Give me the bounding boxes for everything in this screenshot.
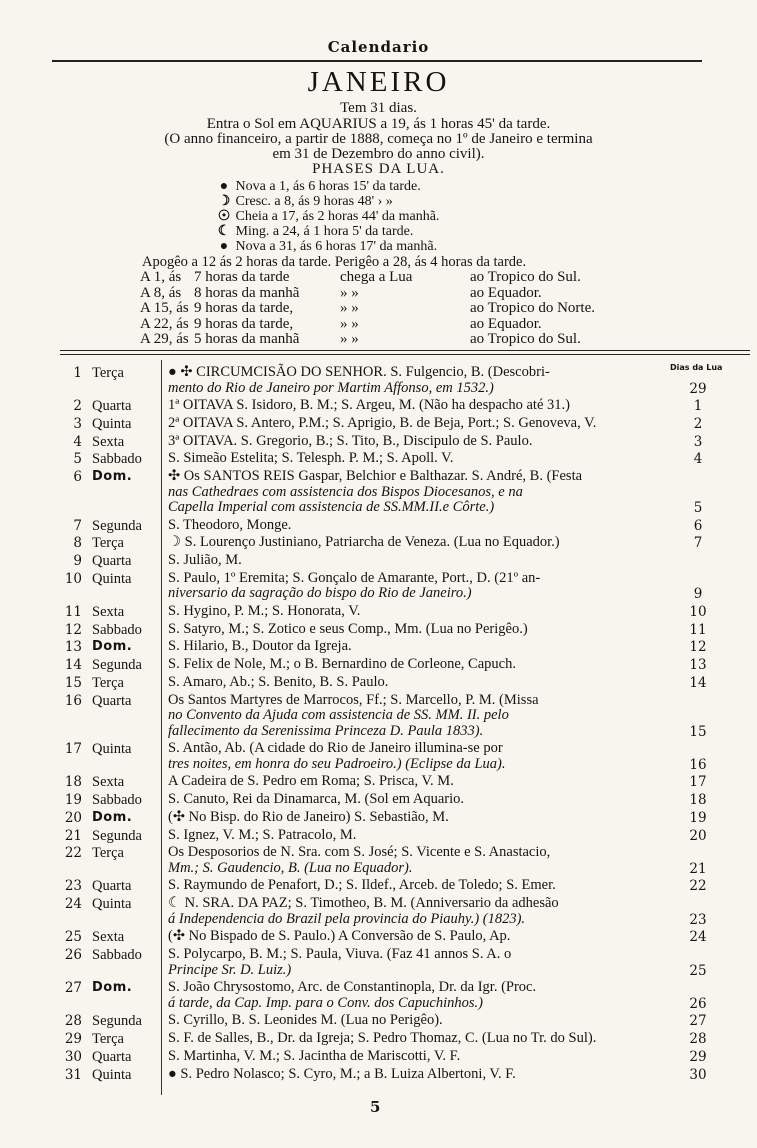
saints-text xyxy=(168,1049,680,1065)
text-line: S. F. de Salles, B., Dr. da Igreja; S. Pedro Thomaz, C. (Lua no Tr. do Sul). xyxy=(168,1030,597,1047)
weekday: Quarta xyxy=(92,398,132,415)
text-line: Os Desposorios de N. Sra. com S. José; S. Vicente e S. Anastacio, xyxy=(168,844,551,861)
lunar-day: 5 xyxy=(693,500,703,516)
moon-phase-text: Cresc. a 8, ás 9 horas 48' › » xyxy=(232,194,393,209)
day-number: 10 xyxy=(64,570,82,587)
lunar-day: 19 xyxy=(689,809,707,826)
text-line: S. Satyro, M.; S. Zotico e seus Comp., Mm. (Lua no Perigêo.) xyxy=(168,620,528,637)
day-number: 31 xyxy=(64,1066,82,1083)
sun-entry: Entra o Sol em AQUARIUS a 19, ás 1 horas 45' da tarde. xyxy=(206,116,551,132)
saints-text xyxy=(168,792,680,808)
tropic-cell: 9 horas da tarde, xyxy=(194,300,294,316)
tropic-cell: ao Tropico do Sul. xyxy=(470,331,581,347)
lunar-day: 22 xyxy=(689,878,707,895)
day-number: 16 xyxy=(64,692,82,709)
day-number: 12 xyxy=(64,621,82,638)
saints-text xyxy=(168,434,680,450)
page-number: 5 xyxy=(370,1098,381,1116)
weekday: Quinta xyxy=(92,570,132,587)
tropic-cell: » » xyxy=(340,315,359,332)
saints-text xyxy=(168,741,680,772)
fiscal-note-line1: (O anno financeiro, a partir de 1888, começa no 1º de Janeiro e termina xyxy=(164,131,593,147)
day-number: 3 xyxy=(73,415,82,432)
weekday: Quarta xyxy=(92,878,132,895)
weekday: Terça xyxy=(92,365,124,381)
lunar-day: 15 xyxy=(689,723,707,740)
text-line: ☽ S. Lourenço Justiniano, Patriarcha de Veneza. (Lua no Equador.) xyxy=(168,534,560,551)
text-line: mento do Rio de Janeiro por Martim Affonso, em 1532.) xyxy=(168,379,494,396)
column-divider-left xyxy=(161,360,162,1095)
day-number: 7 xyxy=(73,517,82,534)
tropic-cell: ao Tropico do Norte. xyxy=(470,300,595,316)
saints-text xyxy=(168,639,680,655)
weekday: Quinta xyxy=(92,415,132,432)
lunar-day: 18 xyxy=(689,792,707,809)
text-line: S. Julião, M. xyxy=(168,552,242,569)
text-line: A Cadeira de S. Pedro em Roma; S. Prisca, V. M. xyxy=(168,773,454,790)
weekday: Quarta xyxy=(92,1048,132,1065)
lunar-day: 25 xyxy=(689,962,707,979)
weekday: Sabbado xyxy=(92,792,142,809)
text-line: Principe Sr. D. Luiz.) xyxy=(168,961,292,978)
lunar-day: 21 xyxy=(689,860,707,877)
fiscal-note-line2: em 31 de Dezembro do anno civil). xyxy=(272,146,485,162)
saints-text xyxy=(168,398,680,414)
saints-text xyxy=(168,693,680,740)
text-line: S. Hilario, B., Doutor da Igreja. xyxy=(168,638,352,655)
saints-text xyxy=(168,774,680,790)
saints-text xyxy=(168,980,680,1011)
lunar-day: 27 xyxy=(689,1013,707,1030)
tropic-cell: 5 horas da manhã xyxy=(194,331,300,347)
lunar-day: 28 xyxy=(689,1031,707,1048)
day-number: 15 xyxy=(64,674,82,691)
lunar-day: 16 xyxy=(689,756,707,773)
weekday: Terça xyxy=(92,845,124,862)
lunar-day: 29 xyxy=(689,380,707,397)
day-number: 29 xyxy=(64,1031,82,1048)
text-line: ✣ Os SANTOS REIS Gaspar, Belchior e Balthazar. S. André, B. (Festa xyxy=(168,468,583,484)
text-line: S. Antão, Ab. (A cidade do Rio de Janeiro illumina-se por xyxy=(168,740,503,757)
moon-phase-row xyxy=(216,179,421,194)
text-line: S. Cyrillo, B. S. Leonides M. (Lua no Perigêo). xyxy=(168,1012,443,1029)
text-line: S. Polycarpo, B. M.; S. Paula, Viuva. (Faz 41 annos S. A. o xyxy=(168,946,512,962)
day-number: 5 xyxy=(73,451,82,468)
tropic-cell: A 22, ás xyxy=(140,315,189,332)
lunar-day: 7 xyxy=(693,535,703,552)
lunar-day: 4 xyxy=(693,451,703,468)
tropic-cell: 7 horas da tarde xyxy=(194,269,290,285)
text-line: nas Cathedraes com assistencia dos Bispos Diocesanos, e na xyxy=(168,483,523,500)
table-top-rule xyxy=(60,350,750,355)
day-number: 4 xyxy=(73,433,82,450)
day-number: 25 xyxy=(64,929,82,946)
days-count: Tem 31 dias. xyxy=(340,100,417,116)
day-number: 17 xyxy=(64,741,82,758)
text-line: ☾ N. SRA. DA PAZ; S. Timotheo, B. M. (Anniversario da adhesão xyxy=(168,895,559,912)
tropic-cell: » » xyxy=(340,300,359,316)
lunar-day: 14 xyxy=(689,674,707,691)
weekday: Sexta xyxy=(92,604,125,620)
text-line: niversario da sagração do bispo do Rio de Janeiro.) xyxy=(168,585,472,602)
lunar-day: 17 xyxy=(689,774,707,791)
saints-text xyxy=(168,416,680,432)
weekday: Dom. xyxy=(92,639,133,655)
saints-text xyxy=(168,845,680,876)
lunar-day: 24 xyxy=(689,929,707,946)
saints-text xyxy=(168,657,680,673)
lunar-day: 11 xyxy=(689,621,707,638)
text-line: ● ✣ CIRCUMCISÃO DO SENHOR. S. Fulgencio, B. (Descobri- xyxy=(168,364,550,380)
weekday: Terça xyxy=(92,1031,124,1048)
text-line: (✣ No Bisp. do Rio de Janeiro) S. Sebastião, M. xyxy=(168,808,449,825)
text-line: S. Ignez, V. M.; S. Patracolo, M. xyxy=(168,826,357,843)
weekday: Segunda xyxy=(92,517,142,534)
text-line: no Convento da Ajuda com assistencia de SS. MM. II. pelo xyxy=(168,707,509,723)
saints-text xyxy=(168,604,680,620)
saints-text xyxy=(168,828,680,844)
lunar-day: 2 xyxy=(693,415,703,432)
text-line: á Independencia do Brazil pela provincia do Piauhy.) (1823). xyxy=(168,910,526,927)
day-number: 30 xyxy=(64,1048,82,1065)
day-number: 6 xyxy=(73,469,82,485)
lunar-day: 26 xyxy=(689,995,707,1012)
lunar-day: 9 xyxy=(693,586,703,603)
saints-text xyxy=(168,878,680,894)
saints-text xyxy=(168,675,680,691)
moon-phase-text: Cheia a 17, ás 2 horas 44' da manhã. xyxy=(232,209,440,224)
text-line: á tarde, da Cap. Imp. para o Conv. dos Capuchinhos.) xyxy=(168,994,483,1011)
text-line: S. Hygino, P. M.; S. Honorata, V. xyxy=(168,603,361,619)
weekday: Dom. xyxy=(92,980,133,996)
saints-text xyxy=(168,929,680,945)
lunar-day: 23 xyxy=(689,911,707,928)
weekday: Sabbado xyxy=(92,621,142,638)
moon-phase-row xyxy=(216,194,393,209)
apogee-perigee: Apogêo a 12 ás 2 horas da tarde. Perigêo a 28, ás 4 horas da tarde. xyxy=(142,254,527,270)
lunar-day: 13 xyxy=(689,657,707,674)
running-head: Calendario xyxy=(327,38,430,56)
day-number: 13 xyxy=(64,639,82,656)
tropic-cell: A 8, ás xyxy=(140,284,182,301)
text-line: 3ª OITAVA. S. Gregorio, B.; S. Tito, B., Discipulo de S. Paulo. xyxy=(168,432,533,449)
tropic-cell: 9 horas da tarde, xyxy=(194,315,294,332)
lunar-day: 12 xyxy=(689,639,707,656)
new-moon-icon: ● xyxy=(219,239,229,254)
saints-text xyxy=(168,469,680,516)
tropic-cell: ao Equador. xyxy=(470,315,542,332)
weekday: Sexta xyxy=(92,433,125,450)
lunar-day: 29 xyxy=(689,1048,707,1065)
tropic-cell: chega a Lua xyxy=(340,269,413,285)
text-line: S. Canuto, Rei da Dinamarca, M. (Sol em Aquario. xyxy=(168,791,464,808)
moon-phases-title: PHASES DA LUA. xyxy=(312,161,445,177)
weekday: Quarta xyxy=(92,692,132,709)
day-number: 26 xyxy=(64,947,82,963)
saints-text xyxy=(168,622,680,638)
weekday: Quinta xyxy=(92,741,132,758)
lunar-day: 10 xyxy=(689,604,707,620)
tropic-cell: A 29, ás xyxy=(140,331,189,347)
saints-text xyxy=(168,896,680,927)
text-line: Mm.; S. Gaudencio, B. (Lua no Equador). xyxy=(168,859,413,876)
text-line: 1ª OITAVA S. Isidoro, B. M.; S. Argeu, M. (Não ha despacho até 31.) xyxy=(168,397,570,414)
tropic-cell: » » xyxy=(340,284,359,301)
new-moon-icon: ● xyxy=(219,179,229,194)
saints-text xyxy=(168,365,680,396)
moon-phase-row xyxy=(216,224,413,239)
day-number: 28 xyxy=(64,1013,82,1030)
day-number: 8 xyxy=(73,535,82,552)
text-line: S. Simeão Estelita; S. Telesph. P. M.; S. Apoll. V. xyxy=(168,450,454,467)
weekday: Segunda xyxy=(92,657,142,674)
saints-text xyxy=(168,1013,680,1029)
lunar-day: 3 xyxy=(693,433,703,450)
weekday: Dom. xyxy=(92,809,133,825)
moon-phase-text: Ming. a 24, á 1 hora 5' da tarde. xyxy=(232,224,414,239)
tropic-cell: ao Tropico do Sul. xyxy=(470,269,581,285)
lunar-day: 20 xyxy=(689,827,707,844)
day-number: 21 xyxy=(64,827,82,844)
saints-text xyxy=(168,553,680,569)
day-number: 2 xyxy=(73,398,82,415)
moon-phase-row xyxy=(216,209,439,224)
month-title: JANEIRO xyxy=(307,66,450,98)
text-line: 2ª OITAVA S. Antero, P.M.; S. Aprigio, B. de Beja, Port.; S. Genoveva, V. xyxy=(168,414,597,431)
text-line: fallecimento da Serenissima Princeza D. Paula 1833). xyxy=(168,722,484,739)
moon-phase-row xyxy=(216,239,437,254)
day-number: 27 xyxy=(64,980,82,997)
lunar-days-header: Dias da Lua xyxy=(670,363,723,372)
text-line: Os Santos Martyres de Marrocos, Ff.; S. Marcello, P. M. (Missa xyxy=(168,691,539,708)
saints-text xyxy=(168,947,680,978)
moon-phase-text: Nova a 1, ás 6 horas 15' da tarde. xyxy=(232,179,421,194)
day-number: 1 xyxy=(73,365,82,381)
day-number: 23 xyxy=(64,878,82,895)
weekday: Sabbado xyxy=(92,947,142,963)
full-moon-icon: ☉ xyxy=(217,209,231,224)
saints-text xyxy=(168,535,680,551)
tropic-cell: A 1, ás xyxy=(140,269,182,285)
text-line: S. Martinha, V. M.; S. Jacintha de Mariscotti, V. F. xyxy=(168,1047,461,1064)
weekday: Segunda xyxy=(92,1013,142,1030)
text-line: tres noites, em honra do seu Padroeiro.) (Eclipse da Lua). xyxy=(168,755,506,772)
tropic-cell: » » xyxy=(340,331,359,347)
text-line: Capella Imperial com assistencia de SS.MM.II.e Côrte.) xyxy=(168,499,495,515)
saints-text xyxy=(168,1067,680,1083)
day-number: 24 xyxy=(64,896,82,913)
lunar-day: 6 xyxy=(693,517,703,534)
weekday: Sabbado xyxy=(92,451,142,468)
day-number: 20 xyxy=(64,809,82,826)
last-quarter-icon: ☾ xyxy=(217,224,231,239)
tropic-cell: A 15, ás xyxy=(140,300,189,316)
text-line: S. Theodoro, Monge. xyxy=(168,516,292,533)
text-line: S. Amaro, Ab.; S. Benito, B. S. Paulo. xyxy=(168,673,389,690)
day-number: 11 xyxy=(64,604,82,620)
day-number: 19 xyxy=(64,792,82,809)
moon-phase-text: Nova a 31, ás 6 horas 17' da manhã. xyxy=(232,239,438,254)
tropic-cell: ao Equador. xyxy=(470,284,542,301)
lunar-day: 30 xyxy=(689,1066,707,1083)
saints-text xyxy=(168,451,680,467)
saints-text xyxy=(168,1031,680,1047)
weekday: Quinta xyxy=(92,1066,132,1083)
weekday: Segunda xyxy=(92,827,142,844)
lunar-day: 1 xyxy=(693,398,703,415)
weekday: Quarta xyxy=(92,553,132,570)
text-line: ● S. Pedro Nolasco; S. Cyro, M.; a B. Luiza Albertoni, V. F. xyxy=(168,1065,516,1082)
weekday: Terça xyxy=(92,674,124,691)
day-number: 9 xyxy=(73,553,82,570)
first-quarter-icon: ☽ xyxy=(217,194,231,209)
weekday: Dom. xyxy=(92,469,133,484)
weekday: Sexta xyxy=(92,774,125,791)
saints-text xyxy=(168,518,680,534)
saints-text xyxy=(168,571,680,602)
day-number: 22 xyxy=(64,845,82,862)
tropic-cell: 8 horas da manhã xyxy=(194,284,300,301)
weekday: Terça xyxy=(92,535,124,552)
text-line: S. Paulo, 1º Eremita; S. Gonçalo de Amarante, Port., D. (21º an- xyxy=(168,569,541,586)
top-rule xyxy=(52,60,702,62)
weekday: Quinta xyxy=(92,896,132,913)
text-line: S. João Chrysostomo, Arc. de Constantinopla, Dr. da Igr. (Proc. xyxy=(168,979,537,996)
day-number: 14 xyxy=(64,657,82,674)
saints-text xyxy=(168,810,680,826)
weekday: Sexta xyxy=(92,929,125,946)
text-line: (✣ No Bispado de S. Paulo.) A Conversão de S. Paulo, Ap. xyxy=(168,928,511,945)
day-number: 18 xyxy=(64,774,82,791)
text-line: S. Raymundo de Penafort, D.; S. Ildef., Arceb. de Toledo; S. Emer. xyxy=(168,877,556,894)
text-line: S. Felix de Nole, M.; o B. Bernardino de Corleone, Capuch. xyxy=(168,656,516,673)
